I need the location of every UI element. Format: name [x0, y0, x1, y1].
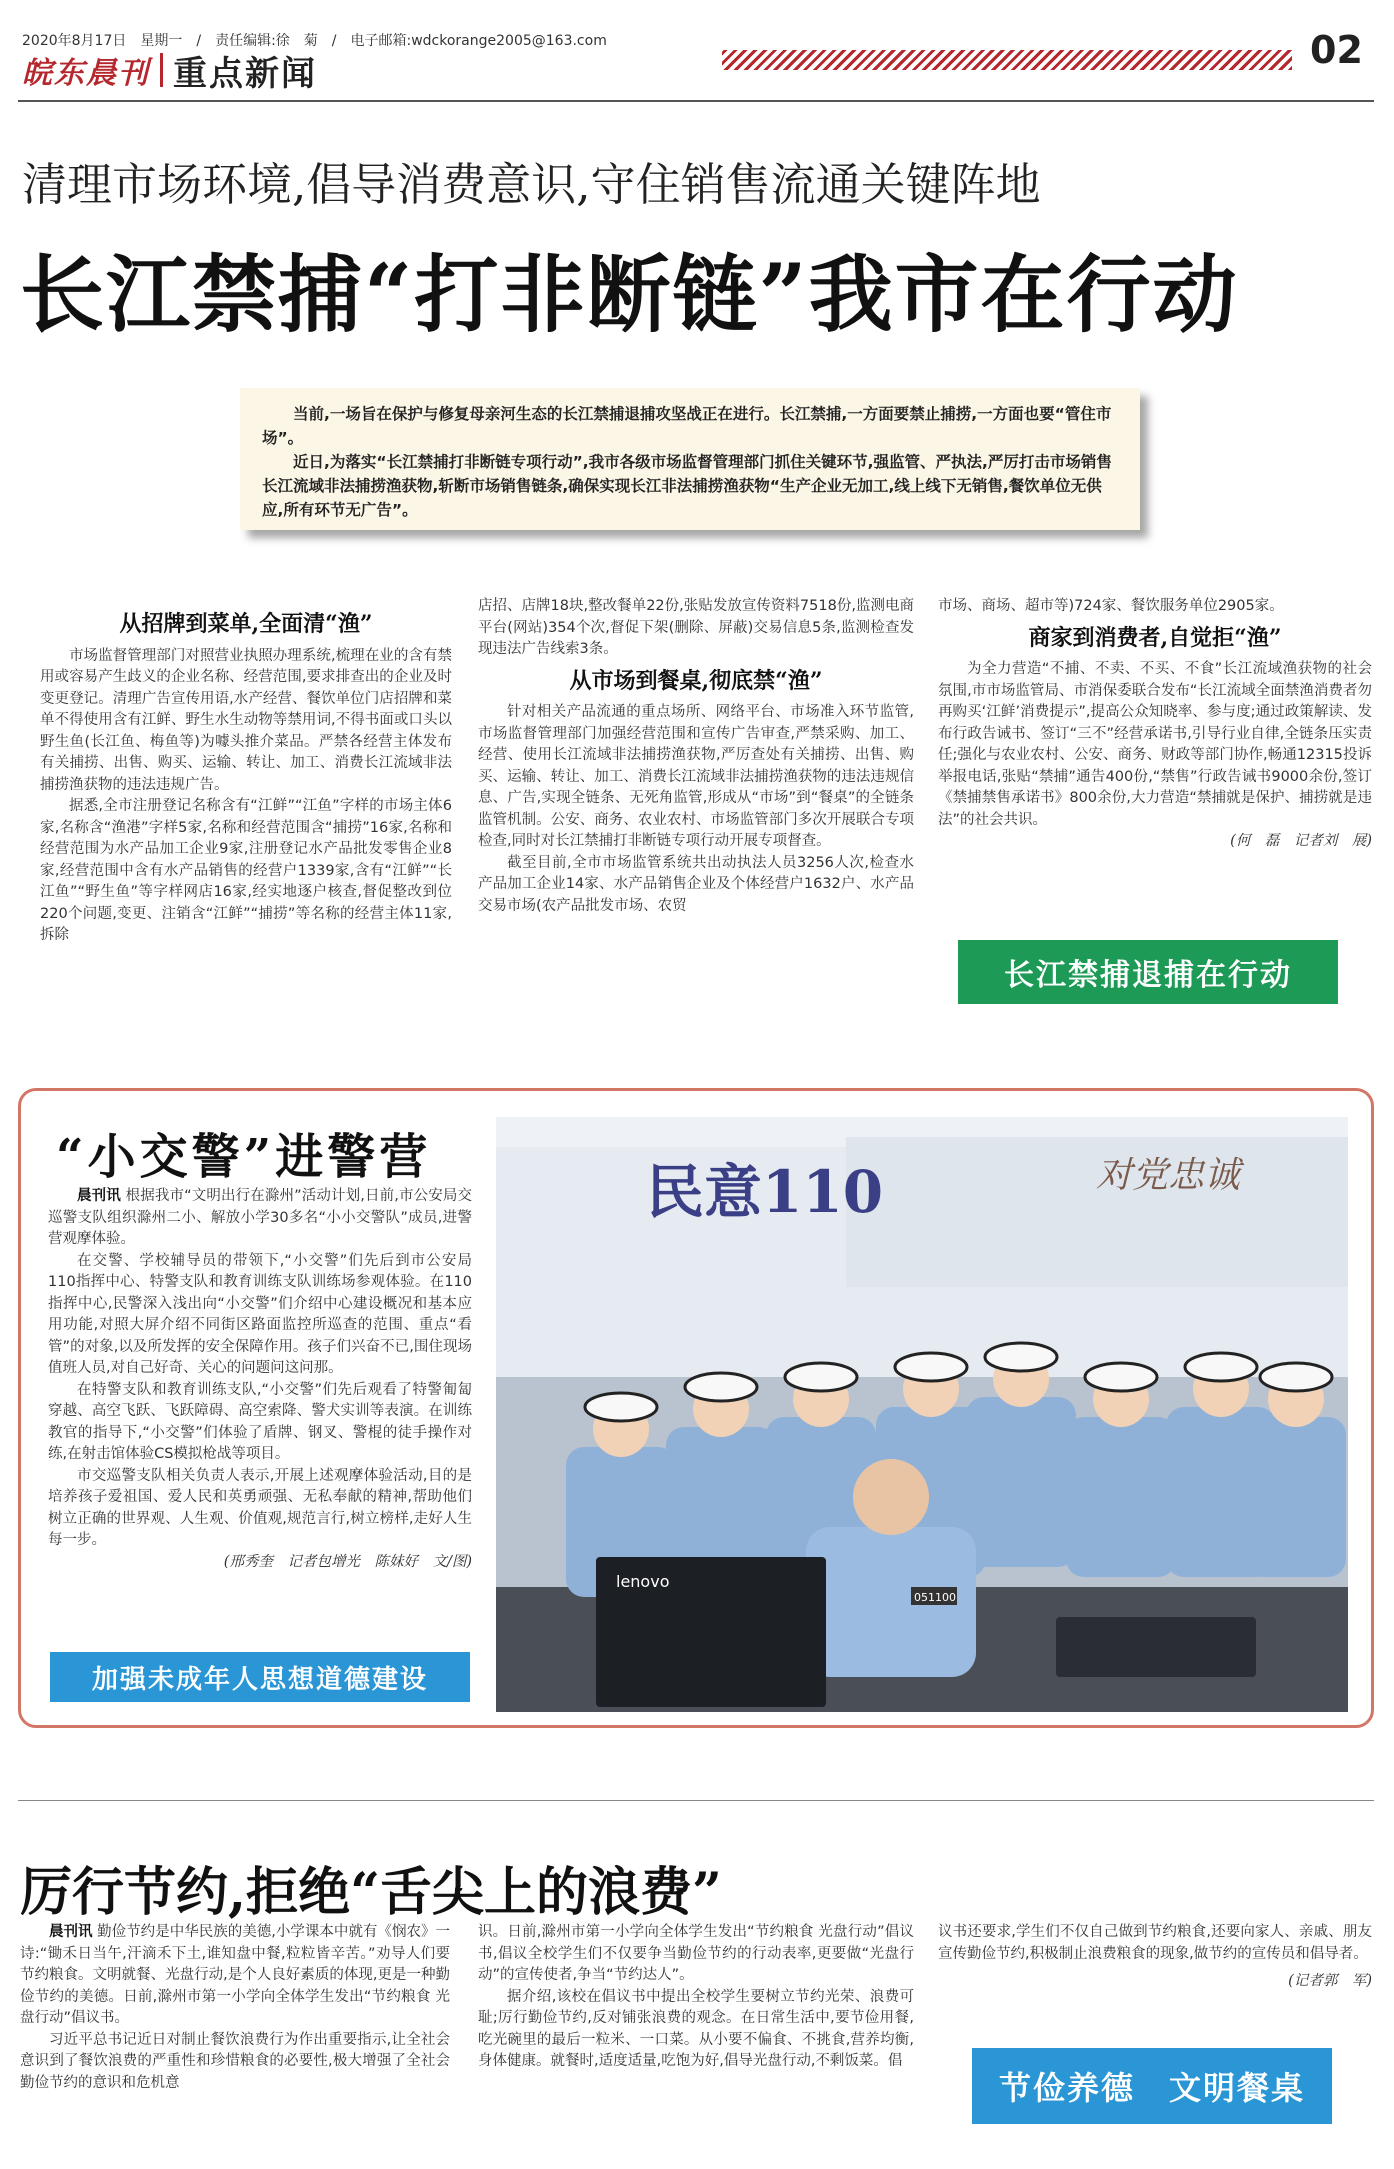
article-byline: (记者郭 军): [1288, 1973, 1372, 1989]
main-column-3: [938, 596, 1372, 853]
feature-photo: [496, 1117, 1348, 1712]
bottom-column-3: [938, 1922, 1372, 1993]
article-byline: (邢秀奎 记者包增光 陈妹好 文/图): [223, 1553, 472, 1570]
lead-tag: 晨刊讯: [77, 1188, 121, 1204]
newspaper-logo: 皖东晨刊: [22, 56, 150, 91]
intro-paragraph: 当前,一场旨在保护与修复母亲河生态的长江禁捕退捕攻坚战正在进行。长江禁捕,一方面要禁止捕捞,一方面也要“管住市场”。: [262, 405, 1112, 447]
main-subheadline: 清理市场环境,倡导消费意识,守住销售流通关键阵地: [22, 158, 1041, 211]
photo-scene: [496, 1117, 1348, 1712]
article-paragraph: 为全力营造“不捕、不卖、不买、不食”长江流域渔获物的社会氛围,市市场监管局、市消保委联合发布“长江流域全面禁渔消费者勿再购买‘江鲜’消费提示”,提高公众知晓率、参与度;通过政策解读、发布行政告诫书、签订“三不”经营承诺书,引导行业自律,全链条压实责任;强化与农业农村、公安、商务、财政等部门协作,畅通12315投诉举报电话,张贴“禁捕”通告400份,“禁售”行政告诫书9000余份,签订《禁捕禁售承诺书》800余份,大力营造“禁捕就是保护、捕捞就是违法”的社会共识。: [938, 661, 1372, 828]
main-intro-box: [240, 388, 1140, 530]
intro-paragraph: 近日,为落实“长江禁捕打非断链专项行动”,我市各级市场监督管理部门抓住关键环节,强监管、严执法,严厉打击市场销售长江流域非法捕捞渔获物,斩断市场销售链条,确保实现长江非法捕捞渔获物“生产企业无加工,线上线下无销售,餐饮单位无供应,所有环节无广告”。: [262, 453, 1112, 519]
wall-sign-right-text: 对党忠诚: [1096, 1155, 1241, 1196]
topic-banner-green: 长江禁捕退捕在行动: [958, 940, 1338, 1004]
main-column-1: [40, 612, 452, 947]
article-paragraph: 市交巡警支队相关负责人表示,开展上述观摩体验活动,目的是培养孩子爱祖国、爱人民和英勇顽强、无私奉献的精神,帮助他们树立正确的世界观、人生观、价值观,规范言行,树立榜样,走好人生每一步。: [48, 1467, 472, 1548]
monitor-brand-label: lenovo: [616, 1572, 670, 1591]
column-heading: 从市场到餐桌,彻底禁“渔”: [569, 667, 823, 694]
bottom-headline: 厉行节约,拒绝“舌尖上的浪费”: [20, 1862, 722, 1923]
main-column-2: [478, 596, 914, 917]
header-hatch-bar: [722, 50, 1292, 70]
masthead-divider: [160, 53, 163, 87]
article-paragraph: 议书还要求,学生们不仅自己做到节约粮食,还要向家人、亲戚、朋友宣传勤俭节约,积极制止浪费粮食的现象,做节约的宣传员和倡导者。: [938, 1924, 1372, 1962]
paragraph-text: 根据我市“文明出行在滁州”活动计划,日前,市公安局交巡警支队组织滁州二小、解放小学30多名“小小交警队”成员,进警营观摩体验。: [48, 1188, 473, 1247]
article-paragraph: 在特警支队和教育训练支队,“小交警”们先后观看了特警匍匐穿越、高空飞跃、飞跃障碍、高空索降、警犬实训等表演。在训练教官的指导下,“小交警”们体验了盾牌、钢叉、警棍的徒手操作对练,在射击馆体验CS模拟枪战等项目。: [48, 1381, 472, 1462]
article-byline: (何 磊 记者刘 展): [1230, 833, 1372, 849]
article-paragraph: 截至目前,全市市场监管系统共出动执法人员3256人次,检查水产品加工企业14家、水产品销售企业及个体经营户1632户、水产品交易市场(农产品批发市场、农贸: [478, 854, 914, 914]
lead-tag: 晨刊讯: [49, 1924, 93, 1940]
article-paragraph: [20, 1922, 450, 2030]
bottom-column-1: [20, 1922, 450, 2094]
article-paragraph: 针对相关产品流通的重点场所、网络平台、市场准入环节监管,市场监督管理部门加强经营范围和宣传广告审查,严禁采购、加工、经营、使用长江流域非法捕捞渔获物,严厉查处有关捕捞、出售、购买、运输、转让、加工、消费长江流域非法捕捞渔获物的违法违规信息、广告,实现全链条、无死角监管,形成从“市场”到“餐桌”的全链条监管机制。公安、商务、农业农村、市场监管部门多次开展联合专项检查,同时对长江禁捕打非断链专项行动开展专项督查。: [478, 704, 914, 849]
article-paragraph: 店招、店牌18块,整改餐单22份,张贴发放宣传资料7518份,监测电商平台(网站)354个次,督促下架(删除、屏蔽)交易信息5条,监测检查发现违法广告线索3条。: [478, 598, 914, 657]
page-number: 02: [1310, 28, 1363, 72]
column-heading: 从招牌到菜单,全面清“渔”: [119, 611, 373, 637]
masthead: [22, 48, 317, 92]
article-paragraph: 习近平总书记近日对制止餐饮浪费行为作出重要指示,让全社会意识到了餐饮浪费的严重性和珍惜粮食的必要性,极大增强了全社会勤俭节约的意识和危机意: [20, 2031, 450, 2091]
article-paragraph: 在交警、学校辅导员的带领下,“小交警”们先后到市公安局110指挥中心、特警支队和教育训练支队训练场参观体验。在110指挥中心,民警深入浅出向“小交警”们介绍中心建设概况和基本应用功能,对照大屏介绍不同街区路面监控所巡查的范围、重点“看管”的对象,以及所发挥的安全保障作用。孩子们兴奋不已,围住现场值班人员,对自己好奇、关心的问题问这问那。: [48, 1252, 472, 1376]
wall-sign-text: 民意110: [646, 1158, 884, 1226]
masthead-info-line: 2020年8月17日 星期一 / 责任编辑:徐 菊 / 电子邮箱:wdckorange2005@163.com: [22, 33, 607, 49]
topic-banner-blue-bottom: 节俭养德 文明餐桌: [972, 2048, 1332, 2124]
feature-title: “小交警”进警营: [56, 1129, 432, 1185]
paragraph-text: 勤俭节约是中华民族的美德,小学课本中就有《悯农》一诗:“锄禾日当午,汗滴禾下土,谁知盘中餐,粒粒皆辛苦。”劝导人们要节约粮食。文明就餐、光盘行动,是个人良好素质的体现,更是一种勤俭节约的美德。日前,滁州市第一小学向全体学生发出“节约粮食 光盘行动”倡议书。: [20, 1924, 450, 2026]
article-paragraph: 据介绍,该校在倡议书中提出全校学生要树立节约光荣、浪费可耻;厉行勤俭节约,反对铺张浪费的观念。在日常生活中,要节俭用餐,吃光碗里的最后一粒米、一口菜。从小要不偏食、不挑食,营养均衡,身体健康。就餐时,适度适量,吃饱为好,倡导光盘行动,不剩饭菜。倡: [478, 1988, 914, 2069]
article-paragraph: [48, 1186, 472, 1251]
article-paragraph: 市场监督管理部门对照营业执照办理系统,梳理在业的含有禁用或容易产生歧义的企业名称、经营范围,要求排查出的企业及时变更登记。清理广告宣传用语,水产经营、餐饮单位门店招牌和菜单不得使用含有江鲜、野生水生动物等禁用词,不得书面或口头以野生鱼(长江鱼、梅鱼等)为噱头推介菜品。严禁各经营主体发布有关捕捞、出售、购买、运输、转让、加工、消费长江流域非法捕捞渔获物的违法违规广告。: [40, 647, 452, 793]
section-divider: [18, 1800, 1374, 1801]
officer-badge-number: 051100: [914, 1591, 956, 1604]
article-paragraph: 识。日前,滁州市第一小学向全体学生发出“节约粮食 光盘行动”倡议书,倡议全校学生们不仅要争当勤俭节约的行动表率,更要做“光盘行动”的宣传使者,争当“节约达人”。: [478, 1924, 914, 1983]
article-paragraph: 据悉,全市注册登记名称含有“江鲜”“江鱼”字样的市场主体6家,名称含“渔港”字样5家,名称和经营范围含“捕捞”16家,名称和经营范围为水产品加工企业9家,注册登记水产品批发零售企业8家,经营范围中含有水产品销售的经营户1339家,含有“江鲜”“长江鱼”“野生鱼”等字样网店16家,经实地逐户核查,督促整改到位220个问题,变更、注销含“江鲜”“捕捞”等名称的经营主体11家,拆除: [40, 798, 452, 943]
feature-text: [48, 1186, 472, 1573]
section-title: 重点新闻: [173, 53, 317, 94]
topic-banner-blue: 加强未成年人思想道德建设: [50, 1652, 470, 1702]
bottom-column-2: [478, 1922, 914, 2073]
column-heading: 商家到消费者,自觉拒“渔”: [1028, 624, 1282, 651]
header-rule: [18, 100, 1374, 102]
main-headline: 长江禁捕“打非断链”我市在行动: [20, 245, 1239, 344]
article-paragraph: 市场、商场、超市等)724家、餐饮服务单位2905家。: [938, 598, 1284, 614]
